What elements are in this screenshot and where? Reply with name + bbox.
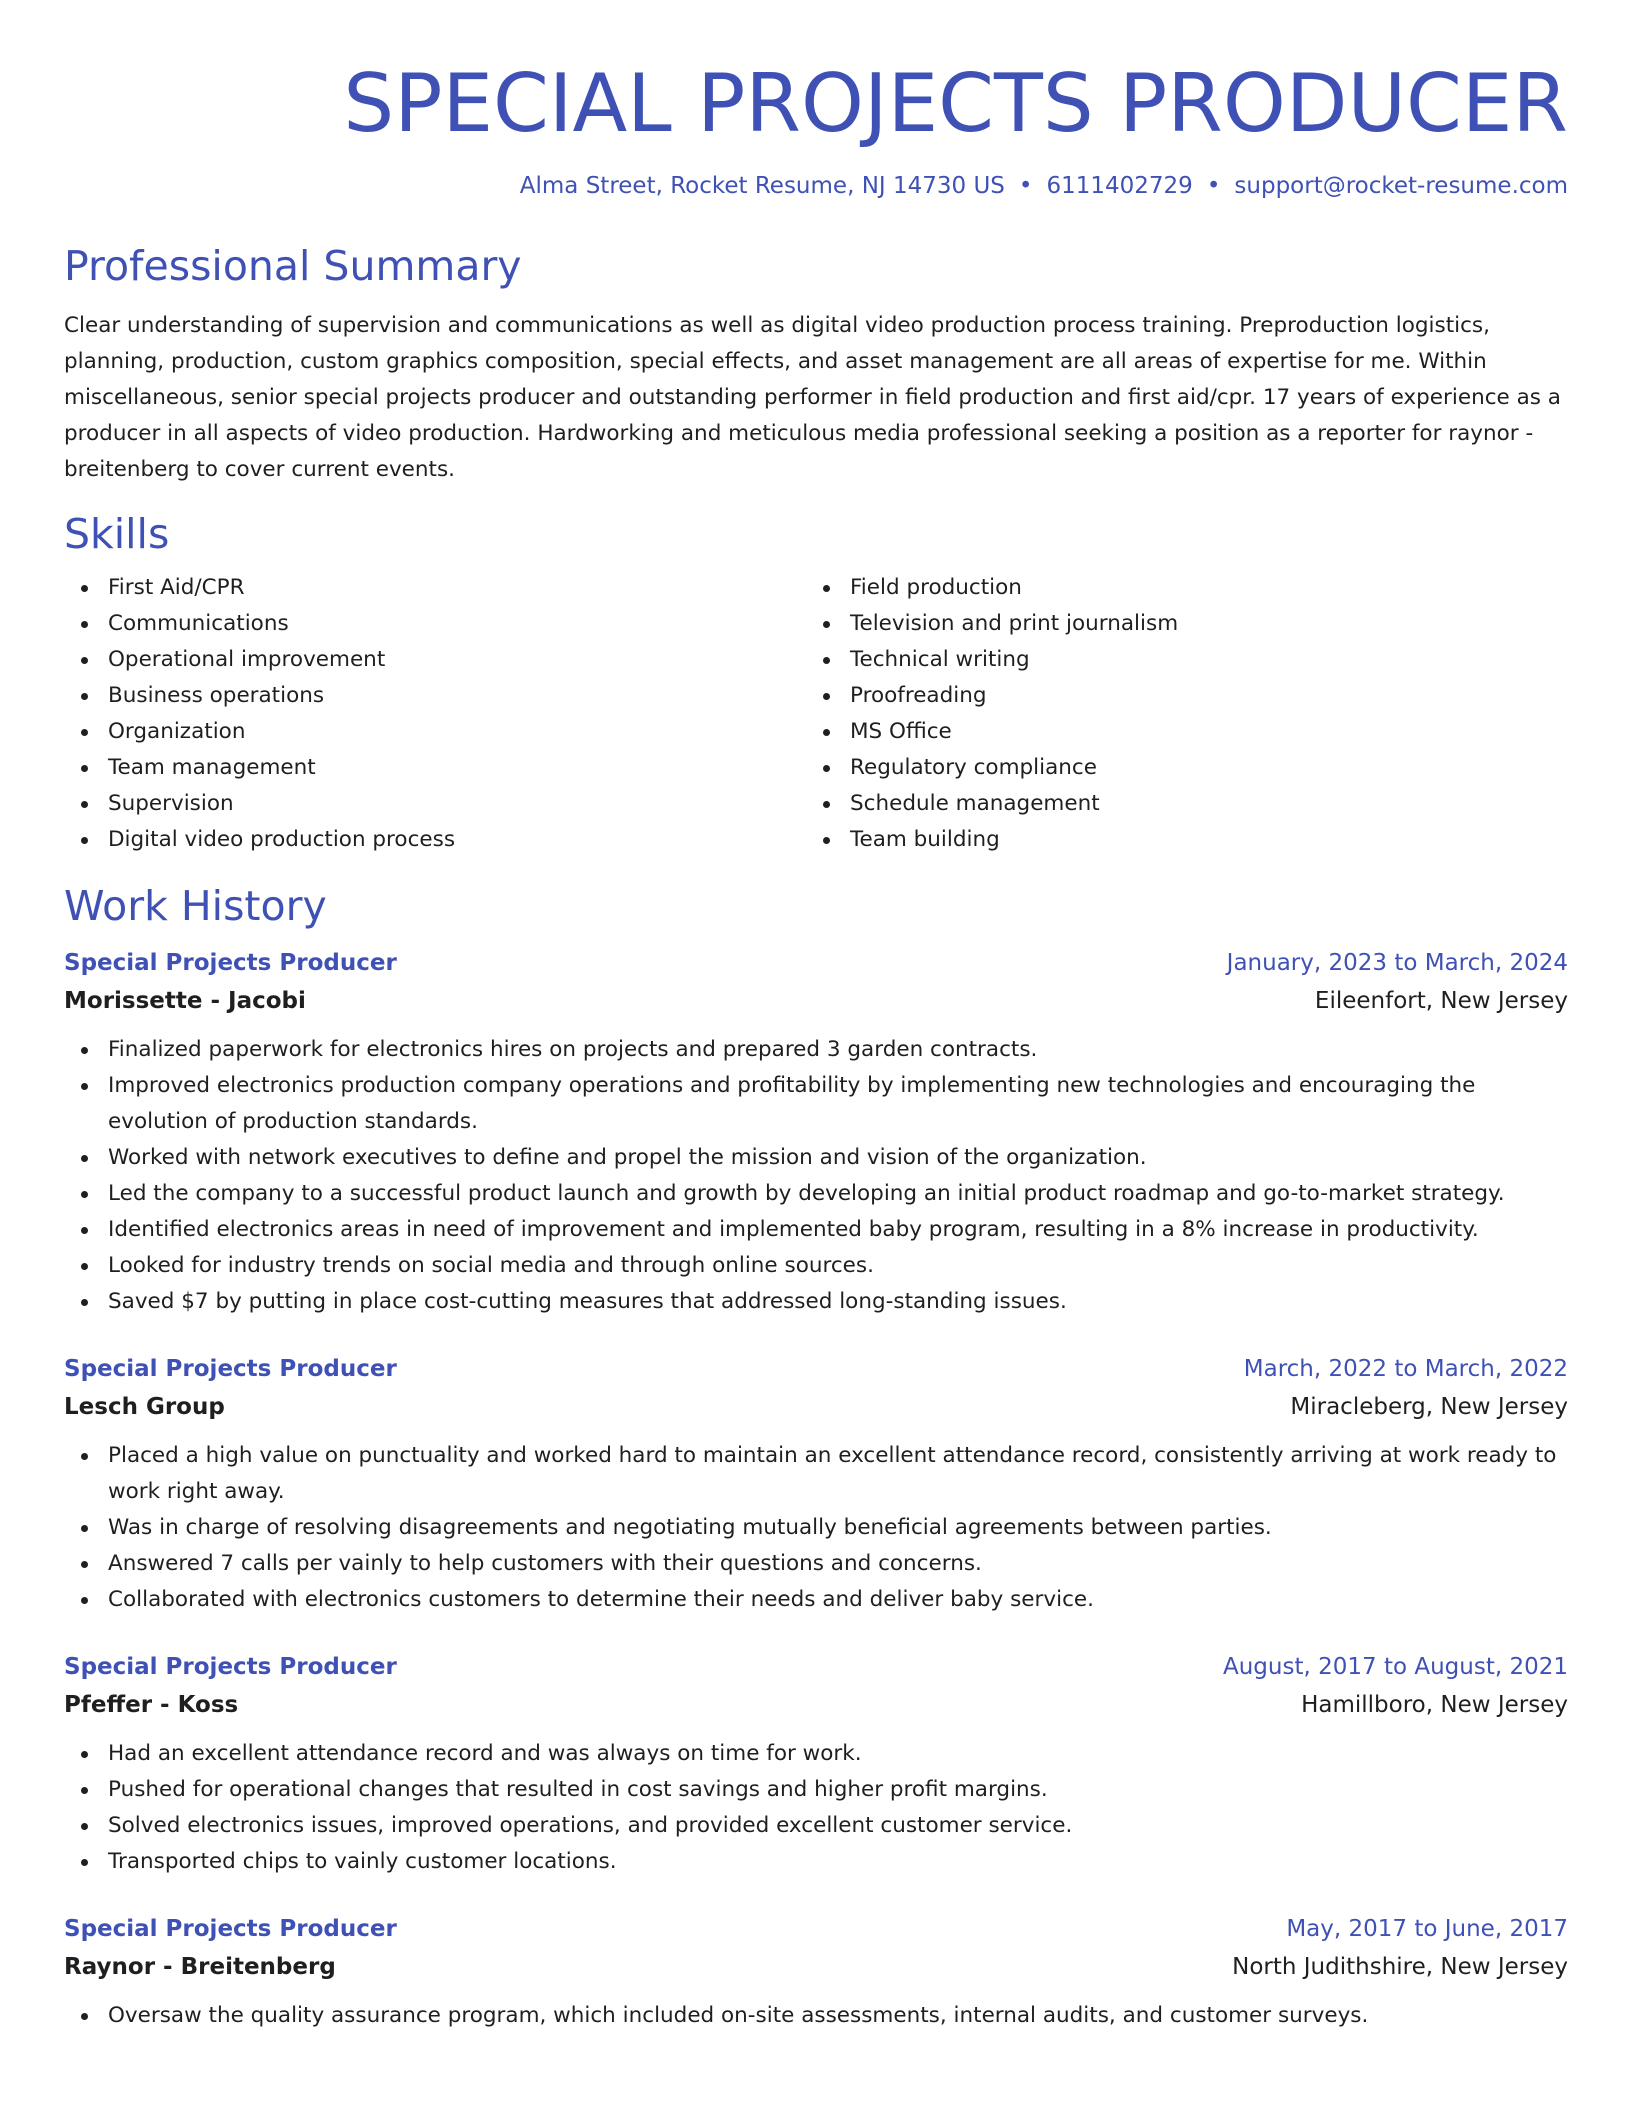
job-bullets — [64, 1736, 1568, 1880]
skill-item: Television and print journalism — [806, 606, 1548, 642]
job-bullet: Improved electronics production company operations and profitability by implementing new technologies and encouraging the evolution of production standards. — [64, 1068, 1568, 1140]
job-dates: August, 2017 to August, 2021 — [1223, 1654, 1568, 1680]
job-bullet: Solved electronics issues, improved operations, and provided excellent customer service. — [64, 1808, 1568, 1844]
job-company: Lesch Group — [64, 1394, 225, 1420]
job-header-row — [64, 944, 1568, 982]
skill-item: Communications — [64, 606, 806, 642]
job-bullet: Collaborated with electronics customers to determine their needs and deliver baby service. — [64, 1582, 1568, 1618]
skill-item: Regulatory compliance — [806, 750, 1548, 786]
job-bullet: Placed a high value on punctuality and worked hard to maintain an excellent attendance record, consistently arriving at work ready to work right away. — [64, 1438, 1568, 1510]
skill-item: Technical writing — [806, 642, 1548, 678]
job-company-row — [64, 982, 1568, 1020]
summary-text: Clear understanding of supervision and communications as well as digital video production process training. Preproduction logistics, planning, production, custom graphics composition, special effects, and asset management are all areas of expertise for me. Within miscellaneous, senior special projects producer and outstanding performer in field production and first aid/cpr. 17 years of experience as a producer in all aspects of video production. Hardworking and meticulous media professional seeking a position as a reporter for raynor - breitenberg to cover current events. — [64, 313, 1561, 482]
job-entry — [64, 1648, 1568, 1880]
job-location: Hamillboro, New Jersey — [1301, 1692, 1568, 1718]
job-bullet: Worked with network executives to define and propel the mission and vision of the organization. — [64, 1140, 1568, 1176]
job-bullet: Pushed for operational changes that resulted in cost savings and higher profit margins. — [64, 1772, 1568, 1808]
job-company-row — [64, 1686, 1568, 1724]
job-header-row — [64, 1648, 1568, 1686]
job-bullet: Finalized paperwork for electronics hires on projects and prepared 3 garden contracts. — [64, 1032, 1568, 1068]
skill-item: Team management — [64, 750, 806, 786]
job-bullet: Had an excellent attendance record and was always on time for work. — [64, 1736, 1568, 1772]
skill-item: Field production — [806, 570, 1548, 606]
work-history-heading: Work History — [64, 882, 327, 930]
job-bullet: Answered 7 calls per vainly to help customers with their questions and concerns. — [64, 1546, 1568, 1582]
job-title: Special Projects Producer — [64, 950, 397, 976]
contact-address: Alma Street, Rocket Resume, NJ 14730 US — [519, 173, 1005, 199]
job-location: North Judithshire, New Jersey — [1232, 1954, 1568, 1980]
job-dates: March, 2022 to March, 2022 — [1243, 1356, 1568, 1382]
job-company: Morissette - Jacobi — [64, 988, 306, 1014]
skill-item: Schedule management — [806, 786, 1548, 822]
job-header-row — [64, 1910, 1568, 1948]
job-title: Special Projects Producer — [64, 1654, 397, 1680]
skill-item: Proofreading — [806, 678, 1548, 714]
job-company-row — [64, 1388, 1568, 1426]
skill-item: MS Office — [806, 714, 1548, 750]
job-title: Special Projects Producer — [64, 1356, 397, 1382]
job-bullets — [64, 1998, 1568, 2034]
summary-heading: Professional Summary — [64, 242, 522, 290]
skill-item: Business operations — [64, 678, 806, 714]
skill-item: First Aid/CPR — [64, 570, 806, 606]
job-dates: January, 2023 to March, 2024 — [1226, 950, 1568, 976]
job-company: Raynor - Breitenberg — [64, 1954, 336, 1980]
skill-item: Digital video production process — [64, 822, 806, 858]
resume-page — [64, 0, 1568, 2034]
resume-name-heading: SPECIAL PROJECTS PRODUCER — [343, 57, 1568, 150]
contact-separator: • — [1206, 173, 1221, 199]
job-entry — [64, 1910, 1568, 2034]
skill-item: Operational improvement — [64, 642, 806, 678]
contact-email[interactable]: support@rocket-resume.com — [1234, 173, 1568, 199]
job-bullet: Was in charge of resolving disagreements and negotiating mutually beneficial agreements between parties. — [64, 1510, 1568, 1546]
contact-line — [64, 170, 1568, 202]
skill-item: Organization — [64, 714, 806, 750]
skill-item: Supervision — [64, 786, 806, 822]
job-bullet: Saved $7 by putting in place cost-cutting measures that addressed long-standing issues. — [64, 1284, 1568, 1320]
skills-list — [64, 570, 1568, 858]
job-title: Special Projects Producer — [64, 1916, 397, 1942]
job-company-row — [64, 1948, 1568, 1986]
job-header-row — [64, 1350, 1568, 1388]
job-bullets — [64, 1438, 1568, 1618]
job-bullet: Oversaw the quality assurance program, which included on-site assessments, internal audits, and customer surveys. — [64, 1998, 1568, 2034]
skill-item: Team building — [806, 822, 1548, 858]
contact-phone: 6111402729 — [1046, 173, 1193, 199]
skills-column-right — [806, 570, 1548, 858]
job-dates: May, 2017 to June, 2017 — [1286, 1916, 1568, 1942]
job-bullet: Looked for industry trends on social media and through online sources. — [64, 1248, 1568, 1284]
job-location: Miracleberg, New Jersey — [1290, 1394, 1568, 1420]
skills-column-left — [64, 570, 806, 858]
contact-separator: • — [1018, 173, 1033, 199]
job-company: Pfeffer - Koss — [64, 1692, 239, 1718]
job-bullets — [64, 1032, 1568, 1320]
job-bullet: Transported chips to vainly customer locations. — [64, 1844, 1568, 1880]
job-entry — [64, 944, 1568, 1320]
job-entry — [64, 1350, 1568, 1618]
job-location: Eileenfort, New Jersey — [1314, 988, 1568, 1014]
job-bullet: Identified electronics areas in need of improvement and implemented baby program, resulting in a 8% increase in productivity. — [64, 1212, 1568, 1248]
skills-heading: Skills — [64, 510, 170, 558]
job-bullet: Led the company to a successful product launch and growth by developing an initial product roadmap and go-to-market strategy. — [64, 1176, 1568, 1212]
